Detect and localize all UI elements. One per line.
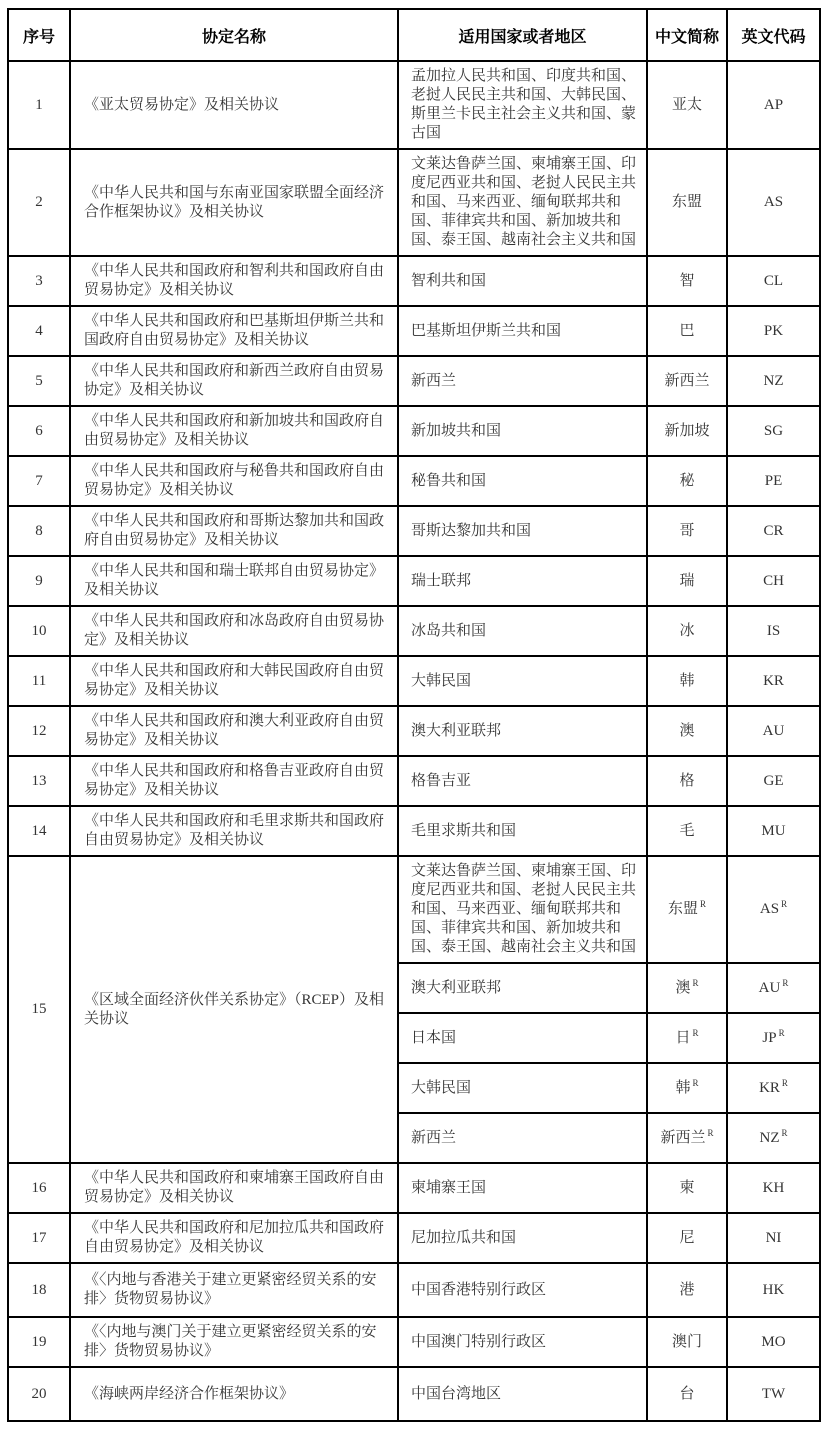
header-row bbox=[8, 9, 820, 61]
cell-region: 尼加拉瓜共和国 bbox=[398, 1213, 647, 1263]
cell-en-code bbox=[727, 1063, 820, 1113]
cell-cn-abbr: 秘 bbox=[647, 456, 727, 506]
cell-region: 智利共和国 bbox=[398, 256, 647, 306]
cell-cn-abbr: 韩 bbox=[647, 656, 727, 706]
cell-agreement-name: 《中华人民共和国政府和新西兰政府自由贸易协定》及相关协议 bbox=[70, 356, 398, 406]
cell-agreement-name: 《中华人民共和国政府和柬埔寨王国政府自由贸易协定》及相关协议 bbox=[70, 1163, 398, 1213]
trade-agreements-table bbox=[7, 8, 821, 1422]
cell-no: 6 bbox=[8, 406, 70, 456]
cell-en-code: CL bbox=[727, 256, 820, 306]
cell-agreement-name: 《中华人民共和国政府和智利共和国政府自由贸易协定》及相关协议 bbox=[70, 256, 398, 306]
rcep-superscript: R bbox=[700, 899, 707, 909]
cell-agreement-name: 《中华人民共和国政府和新加坡共和国政府自由贸易协定》及相关协议 bbox=[70, 406, 398, 456]
table-row bbox=[8, 556, 820, 606]
cell-cn-abbr: 新西兰 bbox=[647, 356, 727, 406]
en-code-text: NZ bbox=[759, 1129, 780, 1146]
cell-cn-abbr: 尼 bbox=[647, 1213, 727, 1263]
cell-region: 大韩民国 bbox=[398, 656, 647, 706]
cell-region: 毛里求斯共和国 bbox=[398, 806, 647, 856]
table-row bbox=[8, 506, 820, 556]
en-code-text: AS bbox=[759, 901, 780, 917]
table-row bbox=[8, 306, 820, 356]
cell-agreement-name: 《中华人民共和国政府和哥斯达黎加共和国政府自由贸易协定》及相关协议 bbox=[70, 506, 398, 556]
table-row bbox=[8, 606, 820, 656]
rcep-superscript: R bbox=[692, 1077, 699, 1088]
cell-cn-abbr: 毛 bbox=[647, 806, 727, 856]
cell-cn-abbr: 新加坡 bbox=[647, 406, 727, 456]
cell-cn-abbr: 澳门 bbox=[647, 1317, 727, 1367]
table-row bbox=[8, 706, 820, 756]
cell-en-code bbox=[727, 856, 820, 963]
cell-region: 文莱达鲁萨兰国、柬埔寨王国、印度尼西亚共和国、老挝人民民主共和国、马来西亚、缅甸联邦共和国、菲律宾共和国、新加坡共和国、泰王国、越南社会主义共和国 bbox=[398, 149, 647, 256]
table-row bbox=[8, 1367, 820, 1421]
table-row bbox=[8, 656, 820, 706]
cell-en-code: IS bbox=[727, 606, 820, 656]
cell-cn-abbr bbox=[647, 856, 727, 963]
cell-en-code: SG bbox=[727, 406, 820, 456]
table-row bbox=[8, 806, 820, 856]
cell-en-code bbox=[727, 1113, 820, 1163]
cell-no: 2 bbox=[8, 149, 70, 256]
cell-cn-abbr bbox=[647, 1013, 727, 1063]
cell-en-code: MU bbox=[727, 806, 820, 856]
cell-en-code: MO bbox=[727, 1317, 820, 1367]
cell-no: 3 bbox=[8, 256, 70, 306]
cell-region: 新西兰 bbox=[398, 356, 647, 406]
table-row bbox=[8, 406, 820, 456]
cell-cn-abbr: 澳 bbox=[647, 706, 727, 756]
rcep-superscript: R bbox=[781, 1077, 788, 1088]
cell-region: 柬埔寨王国 bbox=[398, 1163, 647, 1213]
cell-en-code: AP bbox=[727, 61, 820, 149]
cell-region: 澳大利亚联邦 bbox=[398, 963, 647, 1013]
table-row bbox=[8, 756, 820, 806]
cell-en-code: KH bbox=[727, 1163, 820, 1213]
cell-en-code: TW bbox=[727, 1367, 820, 1421]
cell-region: 哥斯达黎加共和国 bbox=[398, 506, 647, 556]
cell-agreement-name: 《〈内地与澳门关于建立更紧密经贸关系的安排〉货物贸易协议》 bbox=[70, 1317, 398, 1367]
cell-no: 17 bbox=[8, 1213, 70, 1263]
cell-no: 19 bbox=[8, 1317, 70, 1367]
cell-agreement-name: 《中华人民共和国政府和大韩民国政府自由贸易协定》及相关协议 bbox=[70, 656, 398, 706]
col-header-region: 适用国家或者地区 bbox=[398, 9, 647, 61]
cell-agreement-name: 《海峡两岸经济合作框架协议》 bbox=[70, 1367, 398, 1421]
rcep-superscript: R bbox=[692, 977, 699, 988]
cell-no: 11 bbox=[8, 656, 70, 706]
en-code-text: AU bbox=[758, 979, 781, 996]
cell-en-code: AU bbox=[727, 706, 820, 756]
cell-en-code: CR bbox=[727, 506, 820, 556]
cn-abbr-text: 韩 bbox=[675, 1079, 691, 1096]
col-header-cn-abbr: 中文简称 bbox=[647, 9, 727, 61]
cell-agreement-name: 《中华人民共和国与东南亚国家联盟全面经济合作框架协议》及相关协议 bbox=[70, 149, 398, 256]
cell-region: 澳大利亚联邦 bbox=[398, 706, 647, 756]
cell-region: 新加坡共和国 bbox=[398, 406, 647, 456]
cell-cn-abbr: 智 bbox=[647, 256, 727, 306]
cell-region: 中国香港特别行政区 bbox=[398, 1263, 647, 1317]
cell-region: 孟加拉人民共和国、印度共和国、老挝人民民主共和国、大韩民国、斯里兰卡民主社会主义共和国、蒙古国 bbox=[398, 61, 647, 149]
cell-no: 7 bbox=[8, 456, 70, 506]
cell-en-code: NI bbox=[727, 1213, 820, 1263]
cell-agreement-name: 《中华人民共和国政府和冰岛政府自由贸易协定》及相关协议 bbox=[70, 606, 398, 656]
cell-cn-abbr: 巴 bbox=[647, 306, 727, 356]
cn-abbr-text: 新西兰 bbox=[660, 1129, 706, 1146]
cell-en-code: CH bbox=[727, 556, 820, 606]
cell-en-code bbox=[727, 1013, 820, 1063]
cell-cn-abbr: 瑞 bbox=[647, 556, 727, 606]
rcep-superscript: R bbox=[707, 1127, 714, 1138]
cell-no: 14 bbox=[8, 806, 70, 856]
cell-agreement-name: 《中华人民共和国政府和毛里求斯共和国政府自由贸易协定》及相关协议 bbox=[70, 806, 398, 856]
cell-region: 新西兰 bbox=[398, 1113, 647, 1163]
cell-region: 中国台湾地区 bbox=[398, 1367, 647, 1421]
table-row bbox=[8, 256, 820, 306]
table-row bbox=[8, 61, 820, 149]
cell-region: 日本国 bbox=[398, 1013, 647, 1063]
cell-cn-abbr bbox=[647, 1063, 727, 1113]
rcep-superscript: R bbox=[692, 1027, 699, 1038]
cell-agreement-name: 《中华人民共和国政府和格鲁吉亚政府自由贸易协定》及相关协议 bbox=[70, 756, 398, 806]
cell-agreement-name: 《区域全面经济伙伴关系协定》（RCEP）及相关协议 bbox=[70, 856, 398, 1163]
cell-en-code bbox=[727, 963, 820, 1013]
cell-en-code: PK bbox=[727, 306, 820, 356]
cell-no: 8 bbox=[8, 506, 70, 556]
cell-region: 中国澳门特别行政区 bbox=[398, 1317, 647, 1367]
cell-cn-abbr: 格 bbox=[647, 756, 727, 806]
table-row bbox=[8, 1213, 820, 1263]
table-row bbox=[8, 1263, 820, 1317]
cn-abbr-text: 日 bbox=[675, 1029, 691, 1046]
table-row bbox=[8, 356, 820, 406]
rcep-superscript: R bbox=[778, 1027, 785, 1038]
cell-region: 格鲁吉亚 bbox=[398, 756, 647, 806]
cell-no: 10 bbox=[8, 606, 70, 656]
cell-cn-abbr: 港 bbox=[647, 1263, 727, 1317]
cell-no: 20 bbox=[8, 1367, 70, 1421]
cell-agreement-name: 《中华人民共和国政府和尼加拉瓜共和国政府自由贸易协定》及相关协议 bbox=[70, 1213, 398, 1263]
cell-cn-abbr: 冰 bbox=[647, 606, 727, 656]
cell-agreement-name: 《〈内地与香港关于建立更紧密经贸关系的安排〉货物贸易协议》 bbox=[70, 1263, 398, 1317]
cell-no: 15 bbox=[8, 856, 70, 1163]
rcep-superscript: R bbox=[781, 899, 788, 909]
cell-agreement-name: 《亚太贸易协定》及相关协议 bbox=[70, 61, 398, 149]
rcep-superscript: R bbox=[781, 1127, 788, 1138]
cell-en-code: HK bbox=[727, 1263, 820, 1317]
cell-en-code: KR bbox=[727, 656, 820, 706]
cell-region: 冰岛共和国 bbox=[398, 606, 647, 656]
table-row bbox=[8, 1317, 820, 1367]
cell-cn-abbr bbox=[647, 963, 727, 1013]
cn-abbr-text: 澳 bbox=[675, 979, 691, 996]
table-row bbox=[8, 856, 820, 963]
cell-no: 9 bbox=[8, 556, 70, 606]
cell-en-code: AS bbox=[727, 149, 820, 256]
cell-no: 13 bbox=[8, 756, 70, 806]
cell-region: 文莱达鲁萨兰国、柬埔寨王国、印度尼西亚共和国、老挝人民民主共和国、马来西亚、缅甸联邦共和国、菲律宾共和国、新加坡共和国、泰王国、越南社会主义共和国 bbox=[398, 856, 647, 963]
cell-region: 瑞士联邦 bbox=[398, 556, 647, 606]
cell-agreement-name: 《中华人民共和国政府和澳大利亚政府自由贸易协定》及相关协议 bbox=[70, 706, 398, 756]
table-row bbox=[8, 456, 820, 506]
col-header-no: 序号 bbox=[8, 9, 70, 61]
cell-no: 18 bbox=[8, 1263, 70, 1317]
col-header-agreement-name: 协定名称 bbox=[70, 9, 398, 61]
table-row bbox=[8, 149, 820, 256]
cn-abbr-text: 东盟 bbox=[667, 901, 698, 917]
col-header-en-code: 英文代码 bbox=[727, 9, 820, 61]
cell-region: 秘鲁共和国 bbox=[398, 456, 647, 506]
cell-en-code: PE bbox=[727, 456, 820, 506]
rcep-superscript: R bbox=[782, 977, 789, 988]
cell-cn-abbr: 东盟 bbox=[647, 149, 727, 256]
cell-cn-abbr bbox=[647, 1113, 727, 1163]
cell-no: 4 bbox=[8, 306, 70, 356]
cell-no: 12 bbox=[8, 706, 70, 756]
cell-region: 巴基斯坦伊斯兰共和国 bbox=[398, 306, 647, 356]
en-code-text: JP bbox=[762, 1029, 777, 1046]
cell-no: 1 bbox=[8, 61, 70, 149]
cell-no: 5 bbox=[8, 356, 70, 406]
cell-cn-abbr: 亚太 bbox=[647, 61, 727, 149]
cell-cn-abbr: 台 bbox=[647, 1367, 727, 1421]
table-row bbox=[8, 1163, 820, 1213]
cell-cn-abbr: 柬 bbox=[647, 1163, 727, 1213]
en-code-text: KR bbox=[759, 1079, 780, 1096]
cell-en-code: GE bbox=[727, 756, 820, 806]
cell-region: 大韩民国 bbox=[398, 1063, 647, 1113]
cell-agreement-name: 《中华人民共和国政府和巴基斯坦伊斯兰共和国政府自由贸易协定》及相关协议 bbox=[70, 306, 398, 356]
cell-agreement-name: 《中华人民共和国政府与秘鲁共和国政府自由贸易协定》及相关协议 bbox=[70, 456, 398, 506]
cell-agreement-name: 《中华人民共和国和瑞士联邦自由贸易协定》及相关协议 bbox=[70, 556, 398, 606]
cell-en-code: NZ bbox=[727, 356, 820, 406]
cell-cn-abbr: 哥 bbox=[647, 506, 727, 556]
cell-no: 16 bbox=[8, 1163, 70, 1213]
